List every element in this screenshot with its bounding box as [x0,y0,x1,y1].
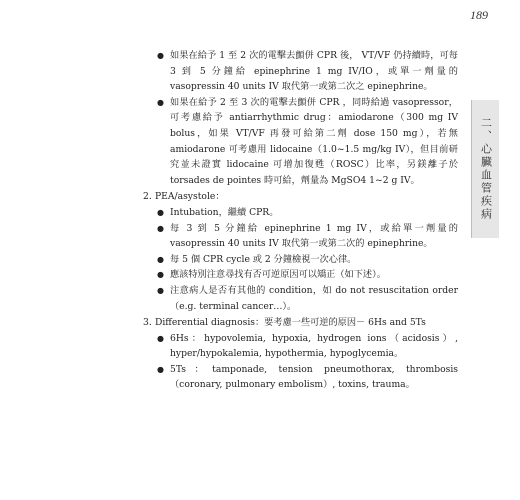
page-content [143,48,458,393]
numbered-item-pea [143,189,458,205]
bullet-dot-icon: ● [157,270,164,280]
bullet-dot-icon: ● [157,223,164,233]
numbered-item-differential-diagnosis [143,315,458,331]
bullet-dot-icon: ● [157,51,164,60]
list-item [157,362,458,393]
bullet-dot-icon: ● [157,333,164,343]
item-number: 2. [143,191,152,203]
item-title: Differential diagnosis：要考慮一些可逆的原因－ 6Hs and 5Ts [155,317,426,329]
list-item-text: 5Ts：tamponade, tension pneumothorax, thrombosis（coronary, pulmonary embolism）, toxins, trauma。 [170,363,458,391]
bullet-dot-icon: ● [157,97,164,107]
list-item-text: 如果在給予 1 至 2 次的電擊去顫併 CPR 後， VT/VF 仍持續時，可每 3 到 5 分鐘給 epinephrine 1 mg IV/IO，或單一劑量的 vasopressin 40 units IV 取代第一或第二次之 epinephrine。 [170,50,458,93]
chapter-side-tab: 二、心臟血管疾病 [471,100,499,238]
list-item-text: 每 3 到 5 分鐘給 epinephrine 1 mg IV，或給單一劑量的 vasopressin 40 units IV 取代第一或第二次的 epinephrine。 [170,222,458,250]
item-title: PEA/asystole： [155,191,225,203]
bullet-dot-icon: ● [157,254,164,264]
list-item [157,283,458,314]
list-item-text: Intubation，繼續 CPR。 [170,206,279,218]
list-item-text: 6Hs：hypovolemia, hypoxia, hydrogen ions（acidosis）, hyper/hypokalemia, hypothermia, hypoglycemia。 [170,332,458,360]
list-item-text: 應該特別注意尋找有否可逆原因可以矯正（如下述）。 [170,269,386,281]
bullet-dot-icon: ● [157,285,164,295]
list-item [157,252,458,268]
list-item-text: 注意病人是否有其他的 condition，如 do not resuscitation order（e.g. terminal cancer…）。 [170,284,458,312]
page-number: 189 [470,8,488,22]
list-item [157,48,458,95]
list-item [157,205,458,221]
bullet-dot-icon: ● [157,364,164,374]
list-item [157,221,458,252]
list-item-text: 如果在給予 2 至 3 次的電擊去顫併 CPR ，同時給過 vasopressor，可考慮給予 antiarrhythmic drug：amiodarone（300 mg IV bolus，如果 VT/VF 再發可給第二劑 dose 150 mg），若無 amiodarone 可考慮用 lidocaine（1.0~1.5 mg/kg IV），但目前研究並未證實 lidocaine 可增加復甦（ROSC）比率，另鎂離子於 torsades de pointes 時可給，劑量為 MgSO4 1~2 g IV。 [170,96,458,186]
bullet-dot-icon: ● [157,207,164,217]
list-item [157,95,458,189]
list-item-text: 每 5 個 CPR cycle 或 2 分鐘檢視一次心律。 [170,253,357,265]
list-item [157,331,458,362]
item-number: 3. [143,317,152,329]
list-item [157,267,458,283]
